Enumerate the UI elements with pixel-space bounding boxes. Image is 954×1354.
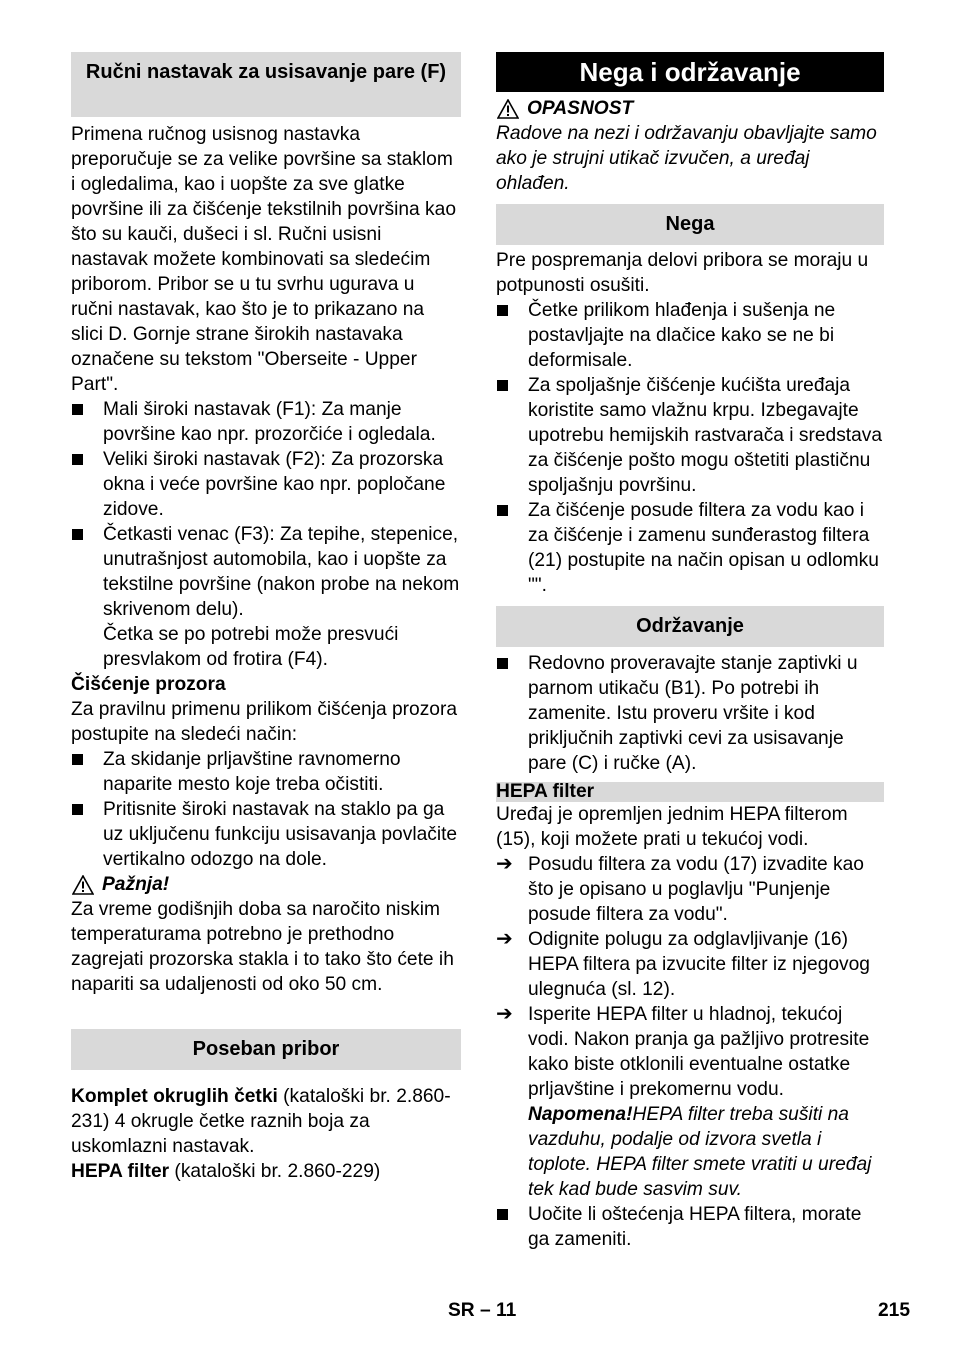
bullet-square-icon — [497, 305, 508, 316]
warning-triangle-icon — [72, 875, 94, 895]
list-item-extra: Četka se po potrebi može presvući presvlakom od frotira (F4). — [103, 624, 399, 670]
section-title-hand-nozzle: Ručni nastavak za usisavanje pare (F) — [71, 52, 461, 117]
section-title-special-accessories: Poseban pribor — [71, 1029, 461, 1070]
list-item: Za spoljašnje čišćenje kućišta uređaja koristite samo vlažnu krpu. Izbegavajte upotrebu hemijskih rastvarača i sredstava za čišćenje pošto mogu oštetiti plastičnu spoljašnju površinu. — [496, 373, 884, 498]
bullet-square-icon — [497, 658, 508, 669]
footer-section-label: SR – 11 — [448, 1300, 517, 1321]
arrow-right-icon: ➔ — [496, 853, 513, 875]
maintenance-list — [496, 651, 884, 776]
list-item: Mali široki nastavak (F1): Za manje površine kao npr. prozorčiće i ogledala. — [71, 397, 461, 447]
list-item: Pritisnite široki nastavak na staklo pa ga uz uključenu funkciju usisavanja povlačite vertikalno odozgo na dole. — [71, 797, 461, 872]
list-item: Za skidanje prljavštine ravnomerno naparite mesto koje treba očistiti. — [71, 747, 461, 797]
list-item: Četke prilikom hlađenja i sušenja ne postavljajte na dlačice kako se ne bi deformisale. — [496, 298, 884, 373]
bullet-square-icon — [497, 1209, 508, 1220]
step-item: ➔ Posudu filtera za vodu (17) izvadite kao što je opisano u poglavlju "Punjenje posude filtera za vodu". — [496, 853, 864, 925]
bullet-square-icon — [497, 380, 508, 391]
caution-heading: Pažnja! — [71, 872, 461, 897]
care-intro: Pre pospremanja delovi pribora se moraju u potpunosti osušiti. — [496, 250, 869, 296]
page-number: 215 — [878, 1300, 911, 1321]
hepa-filter-subtitle: HEPA filter — [496, 782, 884, 802]
list-item: Redovno proveravajte stanje zaptivki u parnom utikaču (B1). Po potrebi ih zamenite. Istu proveru vršite i kod priključnih zaptivki cevi za usisavanje pare (C) i ručke (A). — [496, 651, 884, 776]
arrow-right-icon: ➔ — [496, 1003, 513, 1025]
window-cleaning-list — [71, 747, 461, 872]
accessory-hepa-filter: HEPA filter (kataloški br. 2.860-229) — [71, 1161, 381, 1182]
accessory-round-brushes: Komplet okruglih četki (kataloški br. 2.860-231) 4 okrugle četke raznih boja za uskomlazni nastavak. — [71, 1086, 451, 1157]
main-title: Nega i održavanje — [496, 52, 884, 92]
intro-paragraph: Primena ručnog usisnog nastavka preporučuje se za velike površine sa staklom i ogledalima, kao i uopšte za sve glatke površine ili za čišćenje tekstilnih površina kao što su kauči, dušeci i sl. Ručni usisni nastavak možete kombinovati sa sledećim priborom. Pribor se u tu svrhu ugurava u ručni nastavak, kao što je to prikazano na slici D. Gornje strane širokih nastavaka označene su tekstom "Oberseite - Upper Part". — [71, 124, 456, 395]
section-title-maintenance: Održavanje — [496, 606, 884, 647]
note: Napomena!HEPA filter treba sušiti na vazduhu, podalje od izvora svetla i toplote. HEPA filter smete vratiti u uređaj tek kad bude sasvim suv. — [528, 1104, 872, 1200]
bullet-square-icon — [72, 404, 83, 415]
list-item: Za čišćenje posude filtera za vodu kao i za čišćenje i zamenu sunđerastog filtera (21) postupite na način opisan u odlomku "". — [496, 498, 884, 598]
bullet-square-icon — [497, 505, 508, 516]
danger-text: Radove na nezi i održavanju obavljajte samo ako je strujni utikač izvučen, a uređaj ohlađen. — [496, 123, 877, 194]
bullet-square-icon — [72, 804, 83, 815]
warning-triangle-icon — [497, 99, 519, 119]
window-cleaning-title: Čišćenje prozora — [71, 674, 226, 695]
section-title-care: Nega — [496, 204, 884, 245]
bullet-square-icon — [72, 754, 83, 765]
right-column — [496, 52, 884, 1252]
accessory-list — [71, 397, 461, 672]
step-item: ➔ Isperite HEPA filter u hladnoj, tekućoj vodi. Nakon pranja ga pažljivo protresite kako biste otklonili eventualne ostatke prljavštine i prekomernu vodu. Napomena!HEPA filter treba sušiti na vazduhu, podalje od izvora svetla i toplote. HEPA filter smete vratiti u uređaj tek kad bude sasvim suv. — [496, 1002, 884, 1202]
list-item: Četkasti venac (F3): Za tepihe, stepenice, unutrašnjost automobila, kao i uopšte za tekstilne površine (nakon probe na nekom skrivenom delu). Četka se po potrebi može presvući presvlakom od frotira (F4). — [71, 522, 461, 672]
hepa-steps — [496, 852, 884, 1252]
left-column — [71, 52, 461, 1184]
caution-text: Za vreme godišnjih doba sa naročito niskim temperaturama potrebno je prethodno zagrejati prozorska stakla i to tako što ćete ih napariti sa udaljenosti od oko 50 cm. — [71, 899, 454, 995]
window-cleaning-intro: Za pravilnu primenu prilikom čišćenja prozora postupite na sledeći način: — [71, 699, 458, 745]
list-item: Veliki široki nastavak (F2): Za prozorska okna i veće površine kao npr. popločane zidove. — [71, 447, 461, 522]
list-item: Uočite li oštećenja HEPA filtera, morate ga zameniti. — [496, 1202, 884, 1252]
bullet-square-icon — [72, 454, 83, 465]
danger-heading: OPASNOST — [496, 96, 884, 121]
bullet-square-icon — [72, 529, 83, 540]
hepa-intro: Uređaj je opremljen jednim HEPA filterom (15), koji možete prati u tekućoj vodi. — [496, 804, 848, 850]
step-item: ➔ Odignite polugu za odglavljivanje (16) HEPA filtera pa izvucite filter iz njegovog ulegnuća (sl. 12). — [496, 928, 870, 1000]
care-list — [496, 298, 884, 598]
arrow-right-icon: ➔ — [496, 928, 513, 950]
